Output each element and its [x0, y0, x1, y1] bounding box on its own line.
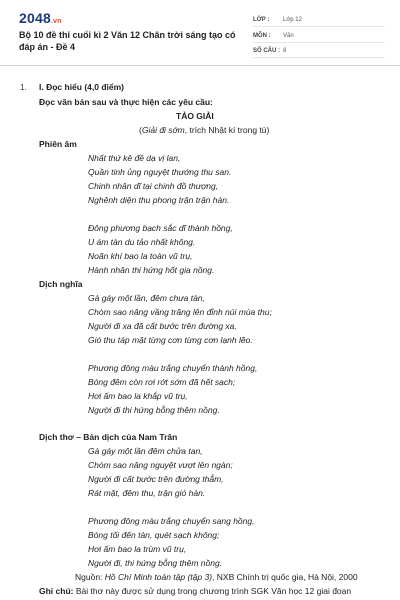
meta-value: 8: [283, 48, 287, 54]
poem-line: Người đi cất bước trên đường thẳm,: [88, 474, 224, 484]
meta-key: LỚP :: [253, 17, 270, 23]
poem-line: Bóng đêm còn rơi rớt sớm đã hết sạch;: [88, 377, 236, 387]
poem-line: Người đi xa đã cất bước trên đường xa,: [88, 321, 237, 331]
dich-nghia-label: Dịch nghĩa: [39, 279, 83, 289]
poem-line: Người đi, thi hứng bỗng thêm nồng.: [88, 558, 223, 568]
poem-subtitle: [139, 125, 269, 136]
poem-subtitle-rest: , trích Nhật kí trong tù): [184, 125, 270, 135]
poem-line: Phương đông màu trắng chuyển thành hồng,: [88, 363, 258, 373]
poem-line: Phương đông màu trắng chuyển sang hồng,: [88, 516, 255, 526]
poem-line: Noãn khí bao la toàn vũ trụ,: [88, 251, 193, 261]
source-prefix: Nguồn:: [75, 572, 105, 582]
paren-open: (: [139, 125, 142, 135]
poem-line: Chinh nhân dĩ tại chinh đồ thượng,: [88, 181, 219, 191]
note-line: [39, 586, 351, 597]
meta-value: Lớp 12: [283, 17, 302, 23]
poem-line: Hơi ấm bao la trùm vũ trụ,: [88, 544, 187, 554]
logo-tld: .vn: [50, 18, 62, 25]
note-text: Bài thơ này được sử dụng trong chương trình SGK Văn học 12 giai đoạn: [73, 586, 352, 596]
poem-line: Hành nhân thi hứng hốt gia nồng.: [88, 265, 215, 275]
instruction-text: Đọc văn bản sau và thực hiện các yêu cầu:: [39, 97, 213, 107]
meta-row-class: [253, 14, 385, 27]
poem-title: TẢO GIẢI: [176, 111, 214, 121]
poem-line: Gió thu táp mặt từng cơn từng cơn lạnh lẽo.: [88, 335, 253, 345]
section-heading: I. Đọc hiểu (4,0 điểm): [39, 82, 125, 92]
logo-main: 2048: [19, 10, 51, 26]
poem-line: Bóng tối đến tàn, quét sạch không;: [88, 530, 220, 540]
source-rest: , NXB Chính trị quốc gia, Hà Nội, 2000: [212, 572, 358, 582]
site-logo[interactable]: [19, 10, 62, 26]
question-number: 1.: [20, 83, 27, 92]
meta-key: SỐ CÂU :: [253, 48, 280, 54]
poem-line: Gà gáy một lần đêm chửa tan,: [88, 446, 203, 456]
source-citation: [75, 572, 358, 583]
poem-line: Chòm sao nâng nguyệt vượt lên ngàn;: [88, 460, 233, 470]
poem-line: Quần tinh ủng nguyệt thướng thu san.: [88, 167, 232, 177]
poem-line: Nghênh diện thu phong trận trận hàn.: [88, 195, 230, 205]
poem-line: Hơi ấm bao la khắp vũ trụ,: [88, 391, 188, 401]
dich-tho-label: Dịch thơ – Bản dịch của Nam Trân: [39, 432, 178, 442]
note-label: Ghi chú:: [39, 586, 74, 596]
poem-line: Gà gáy một lần, đêm chưa tàn,: [88, 293, 205, 303]
poem-line: Người đi thi hứng bỗng thêm nồng.: [88, 405, 220, 415]
source-italic: Hồ Chí Minh toàn tập (tập 3): [104, 572, 213, 582]
poem-subtitle-italic: Giải đi sớm: [141, 125, 185, 135]
poem-line: Rát mặt, đêm thu, trận gió hàn.: [88, 488, 206, 498]
page-header: [0, 0, 400, 66]
poem-line: Nhất thứ kê đề dạ vị lan,: [88, 153, 181, 163]
meta-row-count: [253, 45, 385, 58]
poem-line: Đông phương bạch sắc dĩ thành hồng,: [88, 223, 233, 233]
poem-line: Chòm sao nâng vầng trăng lên đỉnh núi mùa thu;: [88, 307, 272, 317]
meta-row-subject: [253, 30, 385, 43]
document-title: Bộ 10 đề thi cuối kì 2 Văn 12 Chân trời sáng tạo có đáp án - Đề 4: [19, 30, 236, 52]
poem-line: U ám tàn du tảo nhất không.: [88, 237, 196, 247]
meta-key: MÔN :: [253, 33, 271, 39]
meta-value: Văn: [283, 33, 294, 39]
phien-am-label: Phiên âm: [39, 139, 77, 149]
